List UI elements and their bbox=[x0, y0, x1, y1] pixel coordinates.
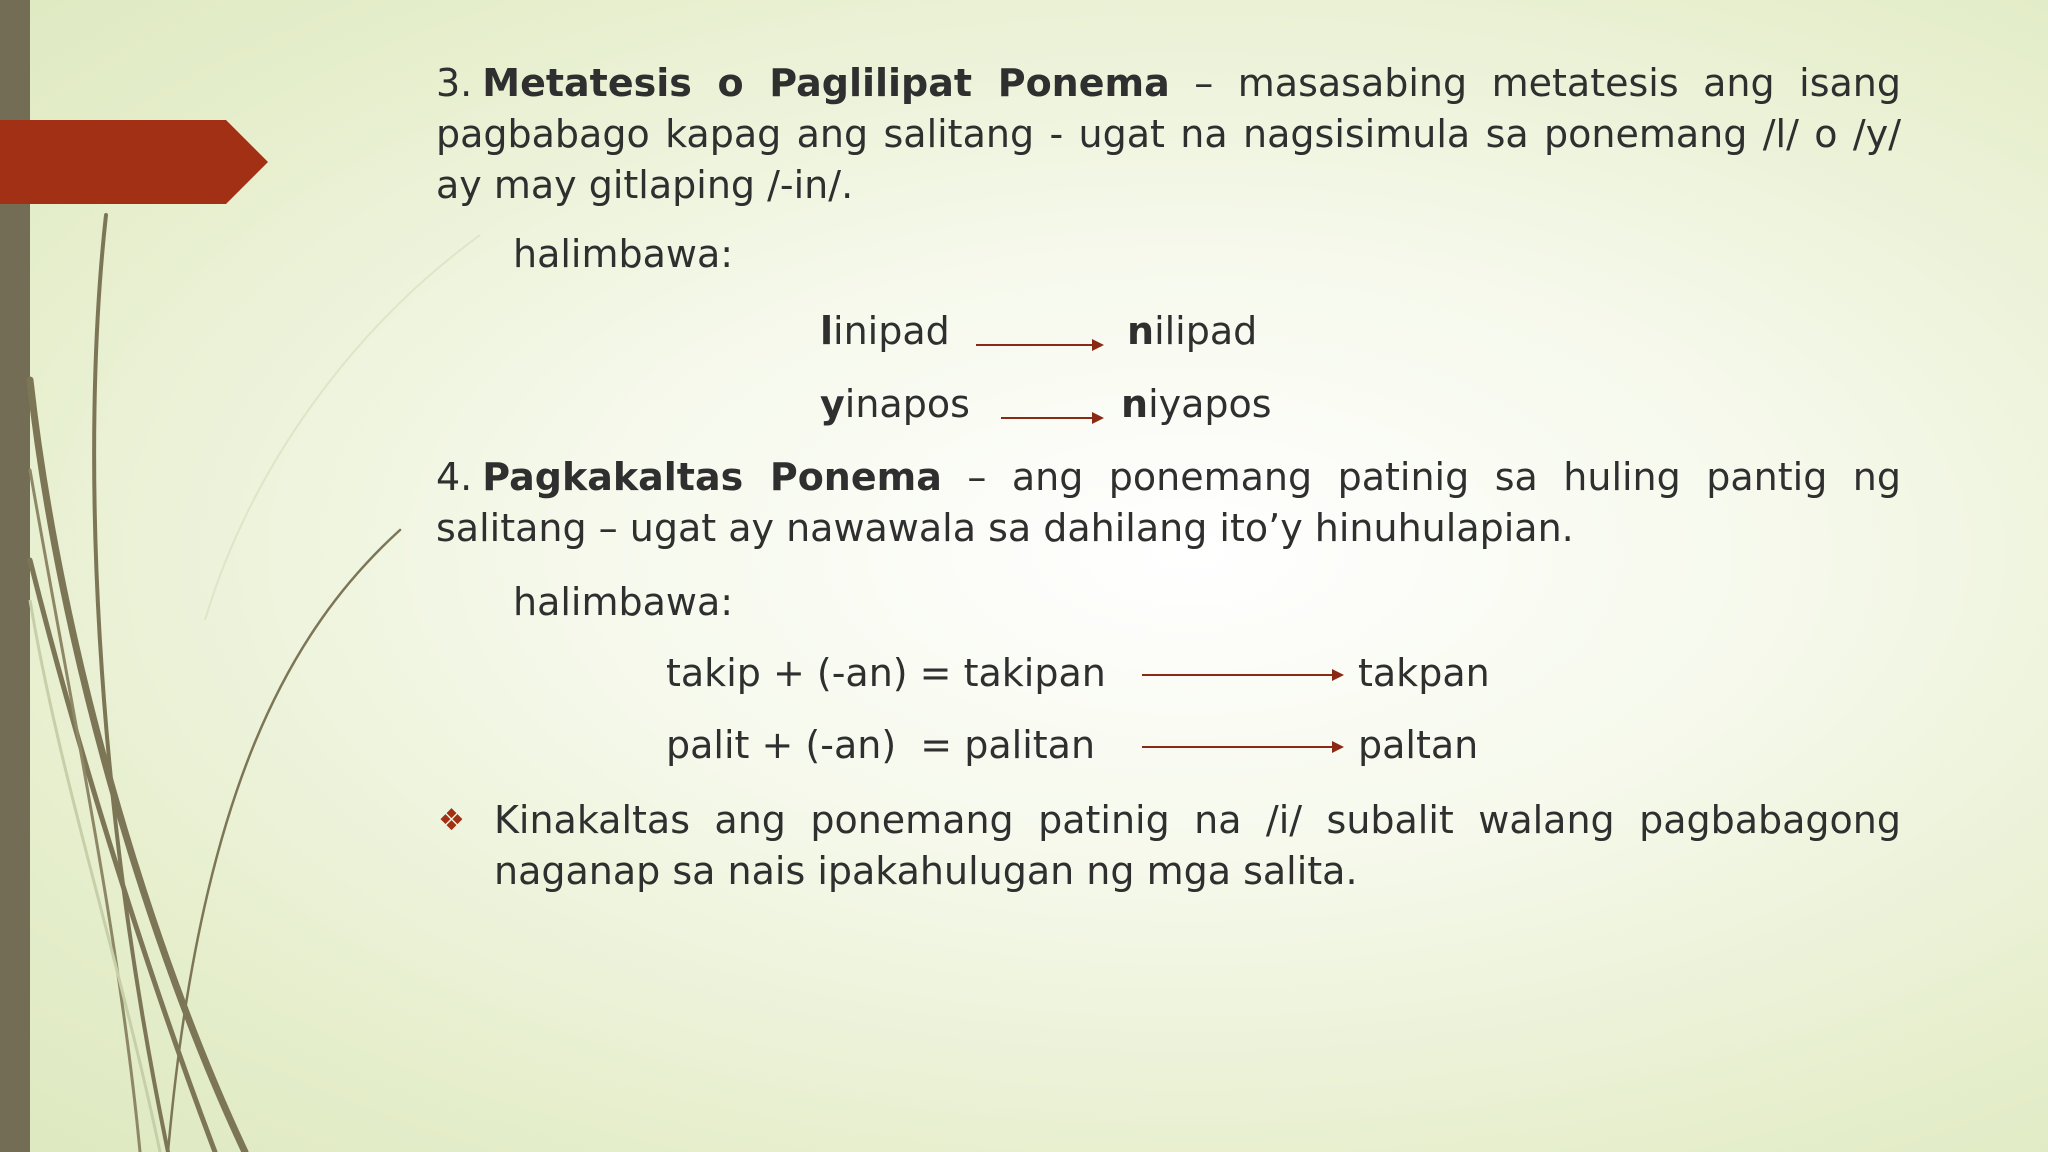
halimbawa-label-2: halimbawa: bbox=[513, 580, 734, 624]
right-arrow-icon bbox=[1142, 674, 1342, 676]
right-arrow-icon bbox=[1001, 417, 1102, 419]
example-result-word: niyapos bbox=[1121, 382, 1272, 426]
pagkakaltas-example-row bbox=[666, 720, 1566, 771]
right-arrow-icon bbox=[1142, 746, 1342, 748]
example-result: takpan bbox=[1358, 651, 1490, 695]
example-formula: palit + (-an) = palitan bbox=[666, 723, 1096, 767]
example-result-word: nilipad bbox=[1127, 309, 1258, 353]
red-arrow-tab bbox=[0, 120, 268, 204]
metatesis-example-row bbox=[820, 306, 1320, 357]
example-result: paltan bbox=[1358, 723, 1479, 767]
note-text: Kinakaltas ang ponemang patinig na /i/ subalit walang pagbabagong naganap sa nais ipakahulugan ng mga salita. bbox=[494, 798, 1901, 893]
item-4-body: – ang ponemang patinig sa huling pantig ng salitang – ugat ay nawawala sa dahilang ito’y hinuhulapian. bbox=[436, 455, 1901, 550]
item-3-number: 3. bbox=[436, 61, 473, 105]
item-4-title: Pagkakaltas Ponema bbox=[482, 455, 942, 499]
item-4-paragraph bbox=[436, 452, 1901, 554]
item-3-paragraph bbox=[436, 58, 1901, 211]
metatesis-example-row bbox=[820, 379, 1320, 430]
diamond-bullet-icon: ❖ bbox=[438, 803, 465, 838]
pagkakaltas-example-row bbox=[666, 648, 1566, 699]
item-3-body: – masasabing metatesis ang isang pagbabago kapag ang salitang - ugat na nagsisimula sa ponemang /l/ o /y/ ay may gitlaping /-in/. bbox=[436, 61, 1901, 207]
halimbawa-label-1: halimbawa: bbox=[513, 232, 734, 276]
item-4-number: 4. bbox=[436, 455, 473, 499]
example-source-word: linipad bbox=[820, 309, 950, 353]
item-3-title: Metatesis o Paglilipat Ponema bbox=[482, 61, 1170, 105]
slide-content bbox=[436, 58, 1901, 280]
right-arrow-icon bbox=[976, 344, 1102, 346]
example-formula: takip + (-an) = takipan bbox=[666, 651, 1106, 695]
example-source-word: yinapos bbox=[820, 382, 970, 426]
